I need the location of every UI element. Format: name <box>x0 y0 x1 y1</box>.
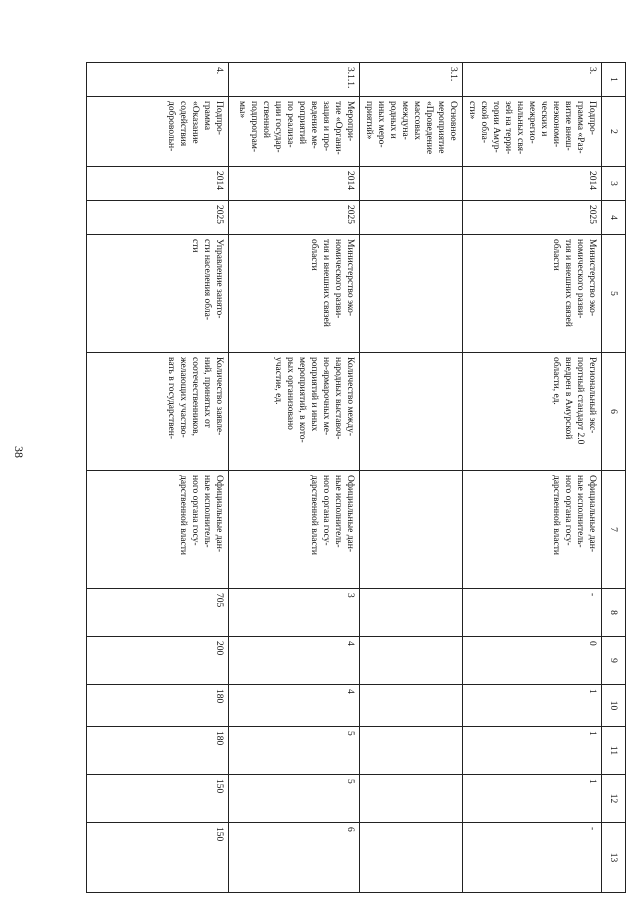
table-cell: - <box>463 589 602 637</box>
table-cell: 2014 <box>463 167 602 201</box>
header-cell: 11 <box>602 727 626 775</box>
table-cell <box>360 353 463 471</box>
table-cell <box>360 727 463 775</box>
table-cell <box>360 235 463 353</box>
table-cell: Основное мероприятие «Проведение массовых междуна- родных и иных меро- приятий» <box>360 97 463 167</box>
table-cell <box>360 685 463 727</box>
table-cell: Количество заявле- ний, принятых от соотечественников, желающих участво- вать в государствен- <box>87 353 229 471</box>
header-cell: 4 <box>602 201 626 235</box>
table-cell <box>360 637 463 685</box>
header-cell: 13 <box>602 823 626 893</box>
rotated-table-wrapper <box>111 62 626 862</box>
table-row <box>463 63 602 893</box>
header-cell: 2 <box>602 97 626 167</box>
table-cell: 1 <box>463 685 602 727</box>
table-cell: 2014 <box>229 167 360 201</box>
table-cell: Министерство эко- номического разви- тия и внешних связей области <box>463 235 602 353</box>
table-cell: 4 <box>229 637 360 685</box>
table-cell: 1 <box>463 775 602 823</box>
table-cell: Меропри- тие «Органи- зация и про- ведение ме- роприятий по реализа- ции государ- ственной подпрограм- мы» <box>229 97 360 167</box>
header-cell: 10 <box>602 685 626 727</box>
table-cell <box>360 167 463 201</box>
table-row <box>360 63 463 893</box>
table-cell: Подпро- грамма «Оказание содействия добровольн- <box>87 97 229 167</box>
table-cell: 1 <box>463 727 602 775</box>
table-cell: 6 <box>229 823 360 893</box>
table-cell: 3.1.1. <box>229 63 360 97</box>
table-cell: 3 <box>229 589 360 637</box>
table-cell: 0 <box>463 637 602 685</box>
table-cell: 5 <box>229 727 360 775</box>
table-cell: 3.1. <box>360 63 463 97</box>
table-cell: 2025 <box>87 201 229 235</box>
table-cell <box>360 201 463 235</box>
header-cell: 3 <box>602 167 626 201</box>
header-cell: 9 <box>602 637 626 685</box>
table-cell: Управление занято- сти населения обла- сти <box>87 235 229 353</box>
program-indicators-table <box>86 62 626 893</box>
table-cell <box>360 775 463 823</box>
table-cell: Официальные дан- ные исполнитель- ного органа госу- дарственной власти <box>463 471 602 589</box>
header-cell: 8 <box>602 589 626 637</box>
table-cell <box>360 823 463 893</box>
table-cell: 150 <box>87 823 229 893</box>
header-cell: 1 <box>602 63 626 97</box>
table-cell: 2014 <box>87 167 229 201</box>
table-cell: Министерство эко- номического разви- тия и внешних связей области <box>229 235 360 353</box>
table-cell: 4 <box>229 685 360 727</box>
table-cell: 5 <box>229 775 360 823</box>
table-cell: 2025 <box>463 201 602 235</box>
table-header-row <box>602 63 626 893</box>
table-cell: 705 <box>87 589 229 637</box>
table-cell: Подпро- грамма «Раз- витие внеш- неэкономи- ческих и межрегио- нальных свя- зей на терри- тории Амур- ской обла- сти» <box>463 97 602 167</box>
header-cell: 12 <box>602 775 626 823</box>
header-cell: 7 <box>602 471 626 589</box>
table-cell: - <box>463 823 602 893</box>
table-cell <box>360 589 463 637</box>
table-cell: 2025 <box>229 201 360 235</box>
table-cell: 180 <box>87 727 229 775</box>
table-row <box>87 63 229 893</box>
table-row <box>229 63 360 893</box>
page-number: 38 <box>12 446 26 458</box>
table-cell: 150 <box>87 775 229 823</box>
header-cell: 6 <box>602 353 626 471</box>
table-cell: Официальные дан- ные исполнитель- ного органа госу- дарственной власти <box>229 471 360 589</box>
table-cell: Региональный экс- портный стандарт 2.0 внедрен в Амурской области, ед. <box>463 353 602 471</box>
table-cell: Количество между- народных выставоч- но-ярмарочных ме- роприятий и иных мероприятий, в кото- рых организовано участие, ед. <box>229 353 360 471</box>
table-cell: 3. <box>463 63 602 97</box>
table-cell: 4. <box>87 63 229 97</box>
table-cell: 180 <box>87 685 229 727</box>
table-cell <box>360 471 463 589</box>
table-cell: Официальные дан- ные исполнитель- ного органа госу- дарственной власти <box>87 471 229 589</box>
header-cell: 5 <box>602 235 626 353</box>
table-cell: 200 <box>87 637 229 685</box>
